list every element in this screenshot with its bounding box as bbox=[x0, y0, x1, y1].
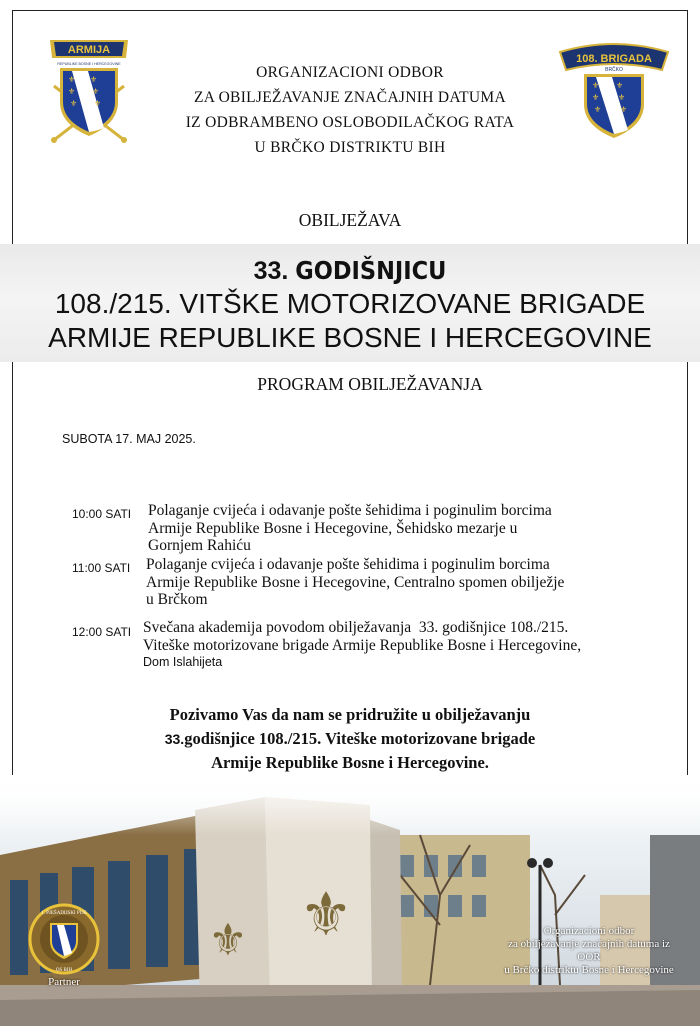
left-logo-subtitle: REPUBLIKE BOSNE I HERCEGOVINE bbox=[57, 62, 121, 66]
program-item-line: u Brčkom bbox=[146, 591, 208, 608]
invitation-line: Pozivamo Vas da nam se pridružite u obilježavanju bbox=[169, 705, 531, 724]
anniversary-title bbox=[0, 256, 700, 286]
svg-text:⚜: ⚜ bbox=[68, 75, 76, 84]
svg-text:⚜: ⚜ bbox=[208, 915, 248, 966]
svg-text:⚜: ⚜ bbox=[299, 880, 353, 950]
program-item-description bbox=[143, 619, 643, 672]
footer-note-line: za obilježavanje značajnih datuma iz OOR bbox=[508, 938, 670, 963]
right-logo-subtitle: BRČKO bbox=[605, 67, 623, 73]
program-item-time: 11:00 SATI bbox=[72, 561, 131, 575]
footer-note-line: Organizacioni odbor bbox=[543, 925, 635, 937]
program-item-line: Gornjem Rahiću bbox=[148, 537, 251, 554]
program-item-line: Polaganje cvijeća i odavanje pošte šehidima i poginulim borcima bbox=[146, 556, 550, 573]
footer-note-line: u Brčko distriktu Bosne i Hercegovine bbox=[504, 964, 674, 976]
program-item-anniversary: 33. godišnjice 108./215. bbox=[418, 619, 569, 636]
organizer-line: ZA OBILJEŽAVANJE ZNAČAJNIH DATUMA bbox=[193, 89, 506, 106]
invitation-line bbox=[60, 727, 640, 751]
program-item-time: 12:00 SATI bbox=[72, 625, 132, 639]
program-item-line: Viteške motorizovane brigade Armije Republike Bosne i Hercegovine, bbox=[143, 636, 582, 654]
invitation-text-rest: godišnjice 108./215. Viteške motorizovane brigade bbox=[184, 729, 536, 748]
svg-text:⚜: ⚜ bbox=[594, 105, 602, 114]
invitation-line: Armije Republike Bosne i Hercegovine. bbox=[211, 753, 489, 772]
organizer-line: IZ ODBRAMBENO OSLOBODILAČKOG RATA bbox=[185, 114, 515, 131]
program-item-line: Armije Republike Bosne i Hecegovine, Centralno spomen obilježje bbox=[146, 573, 565, 591]
armija-rbih-emblem-icon bbox=[46, 32, 132, 150]
108-brigada-emblem-icon bbox=[558, 38, 670, 142]
program-item-line: Armije Republike Bosne i Hecegovine, Šehidsko mezarje u bbox=[148, 519, 518, 537]
svg-text:⚜: ⚜ bbox=[592, 93, 600, 102]
invitation-text bbox=[60, 703, 640, 775]
svg-text:⚜: ⚜ bbox=[620, 105, 628, 114]
anniversary-word: GODIŠNJICU bbox=[295, 256, 447, 285]
program-item-time: 10:00 SATI bbox=[72, 507, 132, 521]
anniversary-number: 33. bbox=[253, 257, 289, 285]
svg-text:⚜: ⚜ bbox=[94, 99, 102, 108]
footer-note bbox=[500, 925, 678, 977]
left-logo-title: ARMIJA bbox=[67, 44, 111, 56]
svg-text:⚜: ⚜ bbox=[92, 87, 100, 96]
program-item-description bbox=[148, 502, 618, 555]
monument-photo bbox=[0, 775, 700, 1026]
svg-text:⚜: ⚜ bbox=[68, 87, 76, 96]
invitation-number: 33. bbox=[164, 731, 185, 747]
svg-text:⚜: ⚜ bbox=[592, 81, 600, 90]
brigade-title-line2: ARMIJE REPUBLIKE BOSNE I HERCEGOVINE bbox=[48, 322, 652, 353]
program-date: SUBOTA 17. MAJ 2025. bbox=[62, 432, 196, 446]
program-item-line bbox=[143, 619, 643, 637]
program-item-description bbox=[146, 556, 616, 609]
program-item-text: Svečana akademija povodom obilježavanja bbox=[143, 619, 412, 636]
partner-brigade-emblem-icon bbox=[22, 903, 106, 987]
partner-ring-top: 1. PJEŠADIJSKI PUK bbox=[41, 911, 87, 916]
svg-text:⚜: ⚜ bbox=[70, 99, 78, 108]
partner-ring-bottom: OS BIH bbox=[55, 968, 73, 973]
announcement-verb: OBILJEŽAVA bbox=[298, 210, 402, 230]
svg-text:⚜: ⚜ bbox=[90, 75, 98, 84]
program-item-line: Polaganje cvijeća i odavanje pošte šehidima i poginulim borcima bbox=[148, 502, 552, 519]
organizer-line: U BRČKO DISTRIKTU BIH bbox=[254, 139, 446, 156]
program-heading: PROGRAM OBILJEŽAVANJA bbox=[257, 374, 483, 394]
program-item-venue: Dom Islahijeta bbox=[143, 655, 223, 669]
brigade-title-line1: 108./215. VITŠKE MOTORIZOVANE BRIGADE bbox=[54, 288, 646, 319]
partner-label: Partner bbox=[48, 976, 80, 988]
svg-text:⚜: ⚜ bbox=[616, 81, 624, 90]
svg-text:⚜: ⚜ bbox=[618, 93, 626, 102]
organizer-line: ORGANIZACIONI ODBOR bbox=[256, 64, 444, 81]
right-logo-title: 108. BRIGADA bbox=[576, 53, 652, 65]
